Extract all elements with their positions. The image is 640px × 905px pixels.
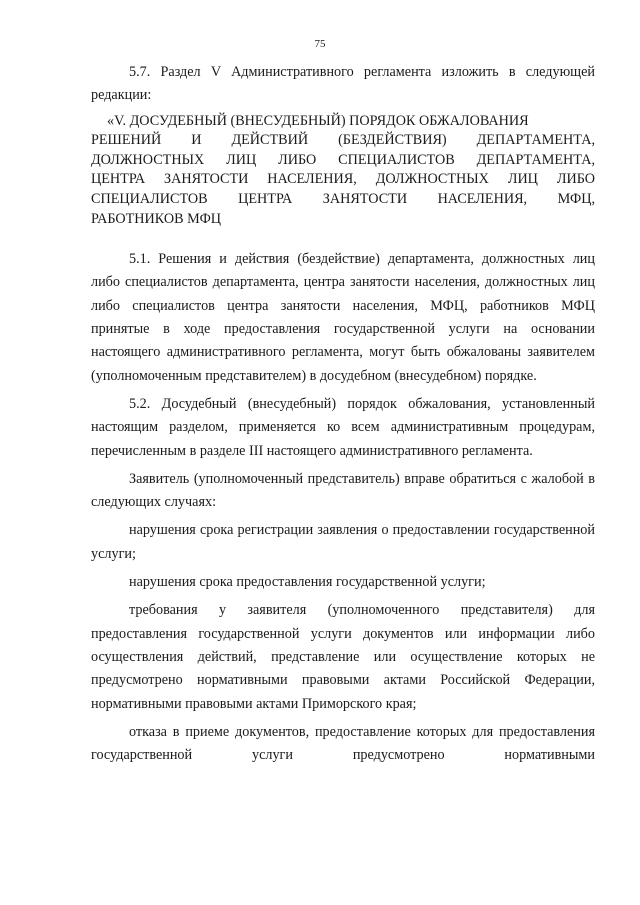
intro-line (91, 61, 595, 84)
paragraph-5-1: 5.1. Решения и действия (бездействие) департамента, должностных лиц либо специалистов департамента, центра занятости населения, должностных лиц либо специалистов центра занятости населения, МФЦ, работников МФЦ принятые в ходе предоставления государственной услуги на основании настоящего административного регламента, могут быть обжалованы заявителем (уполномоченным представителем) в досудебном (внесудебном) порядке. (91, 251, 595, 384)
page-number: 75 (314, 38, 326, 50)
heading-line-4: ЦЕНТРА ЗАНЯТОСТИ НАСЕЛЕНИЯ, ДОЛЖНОСТНЫХ ЛИЦ ЛИБО (91, 171, 595, 188)
case-registration-deadline: нарушения срока регистрации заявления о предоставлении государственной услуги; (91, 522, 595, 562)
heading-line-5: СПЕЦИАЛИСТОВ ЦЕНТРА ЗАНЯТОСТИ НАСЕЛЕНИЯ, МФЦ, (91, 190, 595, 207)
heading-line-2: РЕШЕНИЙ И ДЕЙСТВИЙ (БЕЗДЕЙСТВИЯ) ДЕПАРТАМЕНТА, (91, 132, 595, 149)
paragraph-applicant-right: Заявитель (уполномоченный представитель) вправе обратиться с жалобой в следующих случаях: (91, 470, 595, 511)
paragraph-5-2: 5.2. Досудебный (внесудебный) порядок обжалования, установленный настоящим разделом, применяется ко всем административным процедурам, перечисленным в разделе III настоящего административного регламента. (91, 395, 595, 459)
case-refusal-documents: отказа в приеме документов, предоставление которых для предоставления государственной услуги предусмотрено нормативными (91, 723, 595, 764)
heading-line-6: РАБОТНИКОВ МФЦ (91, 210, 222, 227)
case-extra-documents: требования у заявителя (уполномоченного представителя) для предоставления государственной услуги документов или информации либо осуществления действий, представление или осуществление которых не предусмотрено нормативными правовыми актами Российской Федерации, нормативными правовыми актами Приморского края; (91, 602, 595, 712)
heading-line-1: «V. ДОСУДЕБНЫЙ (ВНЕСУДЕБНЫЙ) ПОРЯДОК ОБЖАЛОВАНИЯ (107, 112, 529, 129)
section-heading (91, 112, 595, 230)
intro-line-2: редакции: (91, 87, 152, 104)
document-body (91, 61, 595, 767)
heading-line-3: ДОЛЖНОСТНЫХ ЛИЦ ЛИБО СПЕЦИАЛИСТОВ ДЕПАРТАМЕНТА, (91, 151, 595, 168)
intro-text-1: 5.7. Раздел V Административного регламента изложить в следующей (129, 64, 595, 80)
case-service-deadline: нарушения срока предоставления государственной услуги; (129, 574, 486, 591)
